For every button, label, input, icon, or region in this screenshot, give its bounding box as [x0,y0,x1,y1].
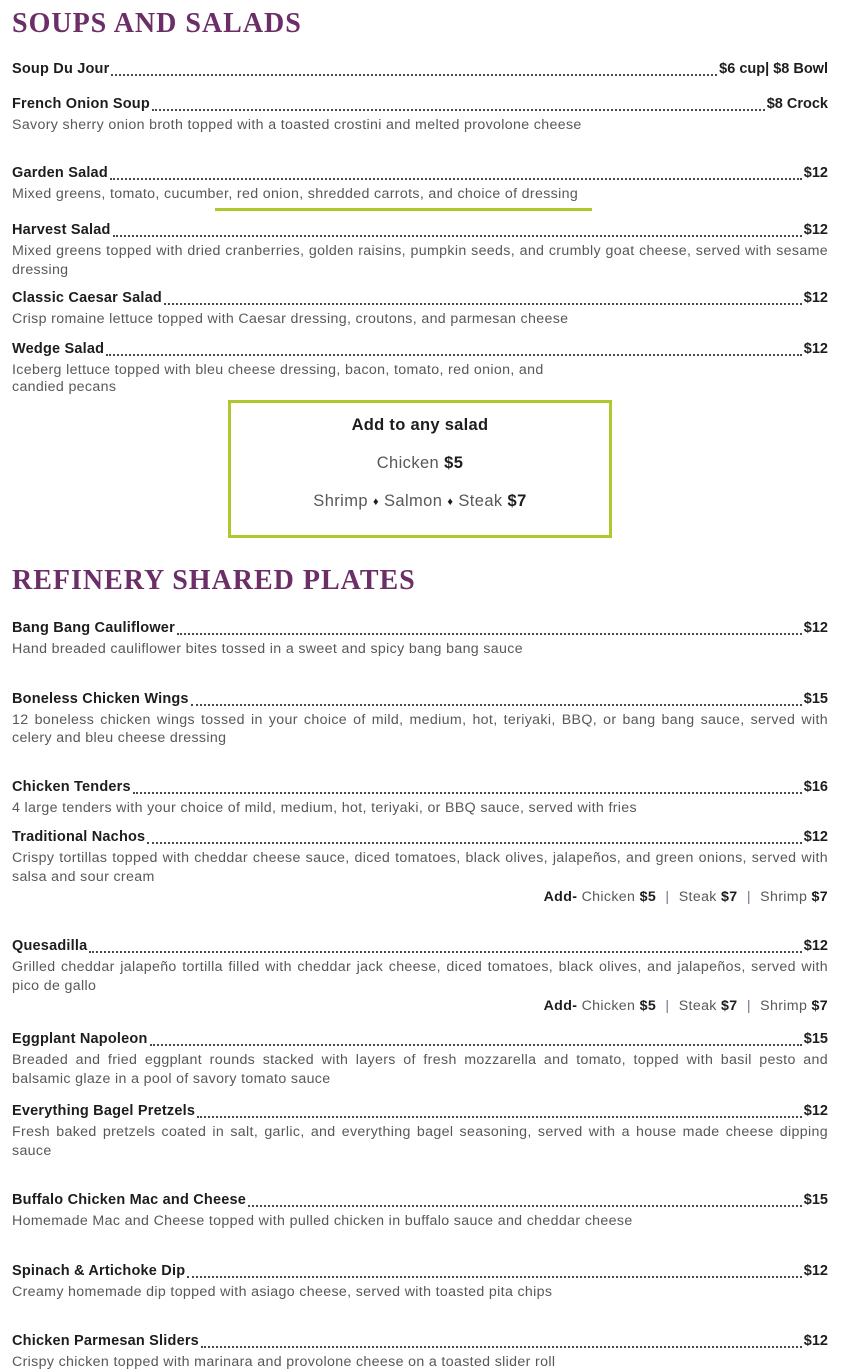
item-description: Fresh baked pretzels coated in salt, garlic, and everything bagel seasoning, served with a house made cheese dipping sauce [12,1124,828,1159]
addons-line [12,889,828,905]
item-description: Breaded and fried eggplant rounds stacked with layers of fresh mozzarella and tomato, topped with basil pesto and balsamic glaze in a pool of savory tomato sauce [12,1052,828,1087]
item-name: Eggplant Napoleon [12,1031,148,1047]
item-name: Bang Bang Cauliflower [12,620,175,636]
menu-item-classic-caesar-salad [12,289,828,329]
addon-name: Chicken [581,889,636,905]
menu-item-wedge-salad [12,340,828,397]
callout-protein-steak: Steak [458,492,503,510]
pipe-separator: | [746,998,751,1014]
item-name: French Onion Soup [12,96,150,112]
addon-price: $5 [639,889,657,905]
dot-leader [177,633,802,635]
dot-leader [197,1116,802,1118]
dot-leader [201,1346,802,1348]
item-name: Harvest Salad [12,222,111,238]
menu-item-chicken-tenders [12,778,828,818]
addon-name: Steak [678,998,717,1014]
addon-name: Steak [678,889,717,905]
item-name: Everything Bagel Pretzels [12,1103,196,1119]
green-accent-divider [215,208,592,211]
item-name: Boneless Chicken Wings [12,690,189,707]
addon-price: $7 [811,889,828,905]
dot-leader [248,1205,802,1207]
section-title-refinery-shared-plates: REFINERY SHARED PLATES [12,565,416,596]
item-description: Crispy tortillas topped with cheddar cheese sauce, diced tomatoes, black olives, jalapeños, and green onions, served with salsa and sour cream [12,850,828,885]
addon-price: $7 [721,998,738,1014]
addons-label: Add- [543,889,578,905]
addon-name: Chicken [581,998,636,1014]
addon-price: $7 [721,889,738,905]
menu-item-boneless-chicken-wings [12,690,828,748]
menu-item-everything-bagel-pretzels [12,1102,828,1160]
item-description-line2: candied pecans [12,379,117,395]
item-price: $12 [803,290,828,306]
diamond-separator-icon: ♦ [447,496,454,508]
menu-item-quesadilla [12,937,828,1014]
item-price: $15 [803,1192,828,1208]
item-name: Garden Salad [12,164,108,181]
pipe-separator: | [665,998,670,1014]
menu-item-harvest-salad [12,221,828,279]
menu-item-garden-salad [12,164,828,204]
menu-item-chicken-parmesan-sliders [12,1332,828,1372]
item-description: 4 large tenders with your choice of mild, medium, hot, teriyaki, or BBQ sauce, served with fries [12,799,637,816]
item-price: $15 [803,1031,828,1047]
pipe-separator: | [665,889,670,905]
item-description: Savory sherry onion broth topped with a toasted crostini and melted provolone cheese [12,117,582,133]
menu-item-eggplant-napoleon [12,1030,828,1088]
addons-line [12,998,828,1014]
dot-leader [147,842,801,844]
dot-leader [152,109,765,111]
menu-item-buffalo-chicken-mac-and-cheese [12,1191,828,1231]
item-name: Classic Caesar Salad [12,290,162,306]
menu-item-french-onion-soup [12,95,828,135]
callout-chicken-label: Chicken [376,454,440,472]
item-name: Chicken Parmesan Sliders [12,1333,199,1349]
item-description: Crisp romaine lettuce topped with Caesar dressing, croutons, and parmesan cheese [12,311,569,327]
item-price: $12 [803,164,828,181]
dot-leader [113,235,802,237]
item-name: Buffalo Chicken Mac and Cheese [12,1192,247,1208]
callout-proteins-line [239,492,601,511]
item-description: Crispy chicken topped with marinara and provolone cheese on a toasted slider roll [12,1354,556,1370]
item-description: Iceberg lettuce topped with bleu cheese dressing, bacon, tomato, red onion, and [12,361,544,378]
item-name: Traditional Nachos [12,829,146,845]
item-price: $8 Crock [766,96,828,112]
item-price: $16 [803,778,828,795]
item-description: Mixed greens, tomato, cucumber, red onion, shredded carrots, and choice of dressing [12,185,579,202]
item-price: $12 [803,1262,828,1279]
item-name: Chicken Tenders [12,778,131,795]
dot-leader [110,178,802,180]
item-price: $12 [803,340,828,357]
dot-leader [191,704,802,706]
dot-leader [150,1044,802,1046]
item-price: $12 [803,1103,828,1119]
item-price: $12 [803,829,828,845]
dot-leader [133,792,802,794]
callout-title: Add to any salad [351,416,489,434]
item-name: Quesadilla [12,938,88,954]
dot-leader [187,1276,802,1278]
addon-price: $7 [811,998,828,1014]
callout-protein-salmon: Salmon [383,492,443,510]
item-price: $6 cup| $8 Bowl [719,61,828,77]
callout-protein-price: $7 [507,492,527,510]
item-description: Grilled cheddar jalapeño tortilla filled with cheddar jack cheese, diced tomatoes, black olives, and jalapeños, served with pico de gallo [12,959,828,994]
menu-item-spinach-artichoke-dip [12,1262,828,1302]
item-name: Spinach & Artichoke Dip [12,1262,186,1279]
callout-chicken-line [239,454,601,473]
item-price: $12 [803,938,828,954]
menu-item-bang-bang-cauliflower [12,619,828,659]
pipe-separator: | [746,889,751,905]
item-description: Creamy homemade dip topped with asiago cheese, served with toasted pita chips [12,1283,553,1300]
dot-leader [111,74,717,76]
item-description: Hand breaded cauliflower bites tossed in a sweet and spicy bang bang sauce [12,641,523,657]
item-price: $12 [803,620,828,636]
dot-leader [89,951,801,953]
addon-price: $5 [639,998,657,1014]
section-title-soups-and-salads: SOUPS AND SALADS [12,8,302,39]
item-name: Wedge Salad [12,340,105,357]
item-description: Homemade Mac and Cheese topped with pulled chicken in buffalo sauce and cheddar cheese [12,1213,633,1229]
item-price: $15 [803,690,828,707]
dot-leader [106,354,802,356]
diamond-separator-icon: ♦ [372,496,379,508]
item-price: $12 [803,222,828,238]
item-price: $12 [803,1333,828,1349]
dot-leader [164,303,802,305]
menu-item-traditional-nachos [12,828,828,905]
item-description: 12 boneless chicken wings tossed in your choice of mild, medium, hot, teriyaki, BBQ, or bang bang sauce, served with celery and bleu cheese dressing [12,711,828,746]
addon-name: Shrimp [760,889,808,905]
callout-chicken-price: $5 [444,454,464,472]
menu-item-soup-du-jour [12,60,828,79]
add-to-any-salad-callout [228,400,612,538]
addons-label: Add- [543,998,578,1014]
addon-name: Shrimp [760,998,808,1014]
item-description: Mixed greens topped with dried cranberries, golden raisins, pumpkin seeds, and crumbly goat cheese, served with sesame dressing [12,243,828,278]
item-name: Soup Du Jour [12,61,110,77]
callout-protein-shrimp: Shrimp [313,492,368,510]
